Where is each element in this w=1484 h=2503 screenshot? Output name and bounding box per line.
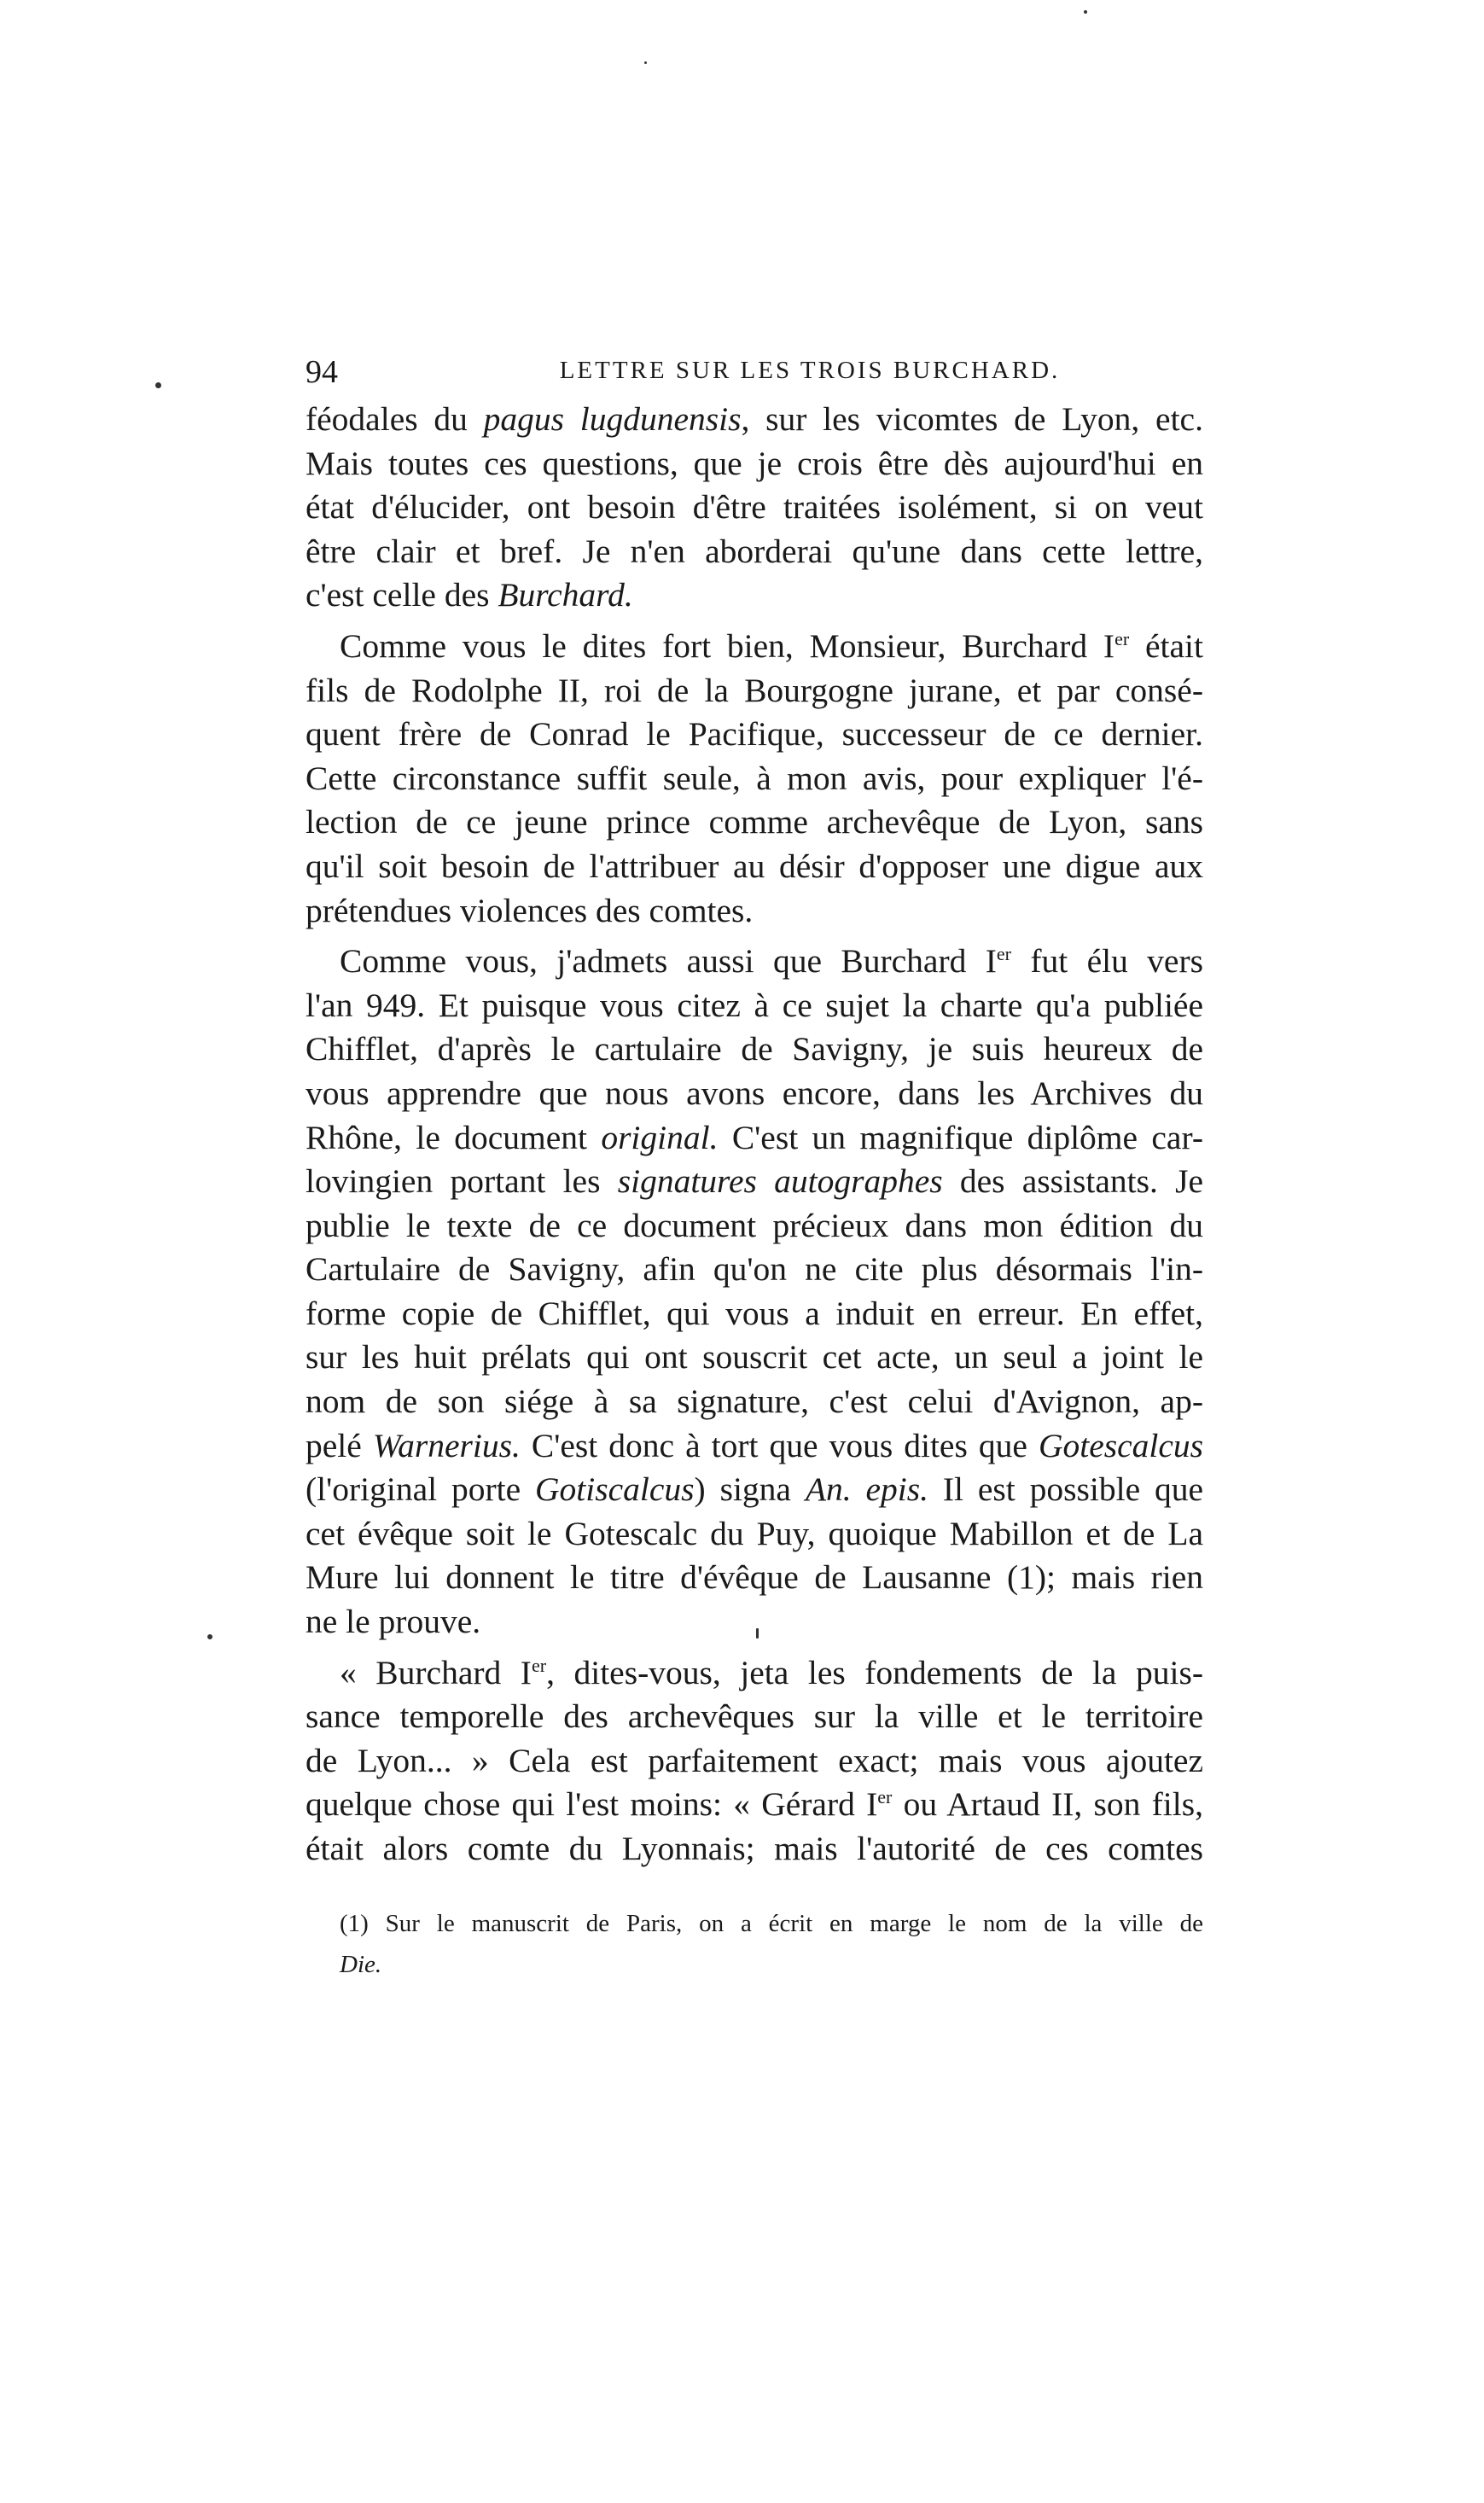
text-line: nom de son siége à sa signature, c'est celui d'Avignon, ap- [306,1382,1203,1421]
paragraph-4 [306,1651,1203,1871]
text-line: Cartulaire de Savigny, afin qu'on ne cite plus désormais l'in- [306,1250,1203,1289]
print-speck [207,1634,212,1639]
text-line: fils de Rodolphe II, roi de la Bourgogne jurane, et par consé- [306,671,1203,709]
footnote-line: Die. [340,1951,382,1978]
text-line: quent frère de Conrad le Pacifique, successeur de ce dernier. [306,715,1203,754]
paragraph-1 [306,398,1203,618]
text-line: forme copie de Chifflet, qui vous a induit en erreur. En effet, [306,1294,1203,1332]
body-text [306,398,1203,1871]
footnote-line: (1) Sur le manuscrit de Paris, on a écrit en marge le nom de la ville de [340,1910,1203,1937]
text-line: vous apprendre que nous avons encore, dans les Archives du [306,1074,1203,1112]
text-line: l'an 949. Et puisque vous citez à ce sujet la charte qu'a publiée [306,986,1203,1024]
print-speck [1084,10,1087,14]
text-line: Chifflet, d'après le cartulaire de Savigny, je suis heureux de [306,1030,1203,1068]
text-line: (l'original porte Gotiscalcus) signa An. epis. Il est possible que [306,1470,1204,1509]
text-line: sance temporelle des archevêques sur la ville et le territoire [306,1697,1203,1736]
text-line: quelque chose qui l'est moins: « Gérard Ier ou Artaud II, son fils, [306,1785,1203,1824]
text-line: Cette circonstance suffit seule, à mon avis, pour expliquer l'é- [306,759,1203,797]
running-head: LETTRE SUR LES TROIS BURCHARD. [559,357,1061,384]
print-speck [644,61,647,64]
page-header [306,350,1203,398]
text-line: publie le texte de ce document précieux dans mon édition du [306,1206,1203,1244]
text-line: être clair et bref. Je n'en aborderai qu'une dans cette lettre, [306,532,1203,570]
text-line: pelé Warnerius. C'est donc à tort que vous dites que Gotescalcus [306,1426,1204,1464]
text-line: Comme vous, j'admets aussi que Burchard Ier fut élu vers [340,942,1203,981]
text-line: ne le prouve. [306,1603,481,1641]
book-page [306,350,1204,1978]
text-line: lovingien portant les signatures autographes des assistants. Je [306,1162,1204,1201]
text-line: sur les huit prélats qui ont souscrit cet acte, un seul a joint le [306,1338,1203,1377]
text-line: cet évêque soit le Gotescalc du Puy, quoique Mabillon et de La [306,1514,1203,1552]
text-line: prétendues violences des comtes. [306,891,754,929]
footnote [340,1903,1203,1985]
text-line: état d'élucider, ont besoin d'être traitées isolément, si on veut [306,488,1203,527]
print-speck [155,382,161,388]
page-number: 94 [306,354,338,390]
paragraph-3 [306,940,1203,1644]
text-line: Comme vous le dites fort bien, Monsieur, Burchard Ier était [340,626,1203,665]
text-line: Mure lui donnent le titre d'évêque de Lausanne (1); mais rien [306,1558,1203,1597]
text-line: « Burchard Ier, dites-vous, jeta les fondements de la puis- [340,1653,1203,1691]
text-line: lection de ce jeune prince comme archevêque de Lyon, sans [306,803,1203,841]
text-line: était alors comte du Lyonnais; mais l'autorité de ces comtes [306,1830,1203,1867]
paragraph-2 [306,625,1203,933]
text-line: qu'il soit besoin de l'attribuer au désir d'opposer une digue aux [306,847,1203,885]
text-line: c'est celle des Burchard. [306,576,633,614]
text-line: féodales du pagus lugdunensis, sur les vicomtes de Lyon, etc. [306,400,1203,438]
text-line: de Lyon... » Cela est parfaitement exact; mais vous ajoutez [306,1741,1203,1779]
text-line: Rhône, le document original. C'est un magnifique diplôme car- [306,1118,1203,1156]
text-line: Mais toutes ces questions, que je crois être dès aujourd'hui en [306,444,1203,482]
